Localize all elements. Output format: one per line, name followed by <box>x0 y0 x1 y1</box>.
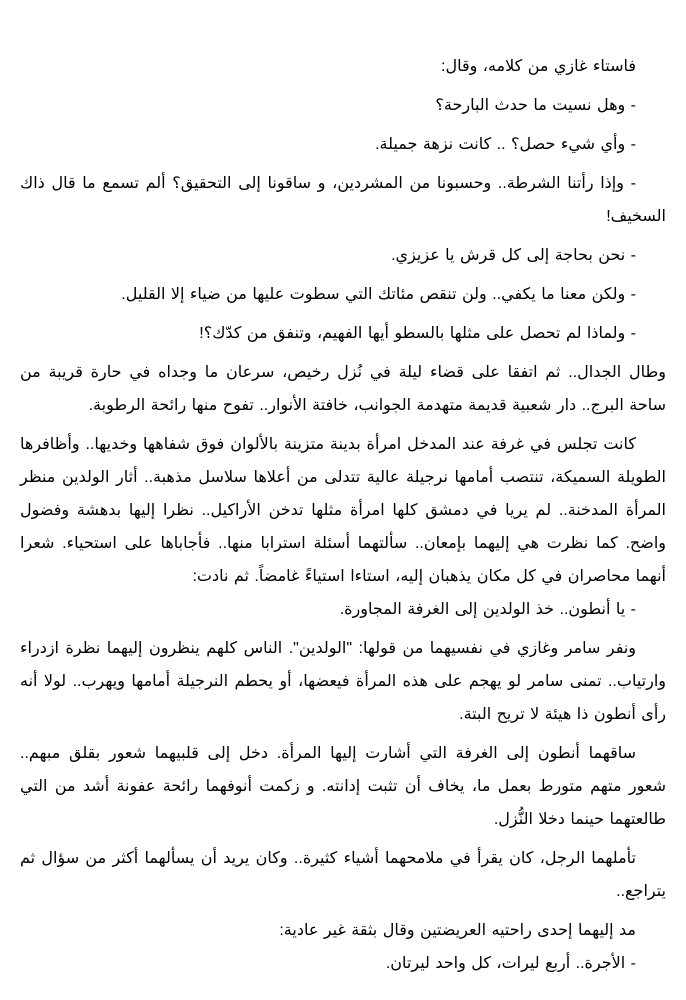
paragraph-11: ونفر سامر وغازي في نفسيهما من قولها: "الولدين". الناس كلهم ينظرون إليهما نظرة ازدراء وارتياب.. تمنى سامر لو يهجم على هذه المرأة فيعضها، أو يحطم النرجيلة أمامها ويهرب.. لولا أنه رأى أنطون ذا هيئة لا تريح البتة. <box>20 640 666 723</box>
paragraph-3: - وأي شيء حصل؟ .. كانت نزهة جميلة. <box>375 136 636 153</box>
paragraph-2: - وهل نسيت ما حدث البارحة؟ <box>435 97 636 114</box>
paragraph-7: - ولماذا لم تحصل على مثلها بالسطو أيها الفهيم، وتنفق من كدّك؟! <box>199 325 636 342</box>
paragraph-8: وطال الجدال.. ثم اتفقا على قضاء ليلة في نُزل رخيص، سرعان ما وجداه في حارة قريبة من ساحة البرج.. دار شعبية قديمة متهدمة الجوانب، خافتة الأنوار.. تفوح منها رائحة الرطوبة. <box>20 364 666 414</box>
paragraph-5: - نحن بحاجة إلى كل قرش يا عزيزي. <box>391 247 636 264</box>
paragraph-13: تأملهما الرجل، كان يقرأ في ملامحهما أشياء كثيرة.. وكان يريد أن يسألهما أكثر من سؤال ثم يتراجع.. <box>20 850 666 900</box>
paragraph-15: - الأجرة.. أربع ليرات، كل واحد ليرتان. <box>385 955 636 972</box>
paragraph-12: ساقهما أنطون إلى الغرفة التي أشارت إليها المرأة. دخل إلى قلبيهما شعور بقلق مبهم.. شعور متهم متورط بعمل ما، يخاف أن تثبت إدانته. و زكمت أنوفهما رائحة عفونة أشد من التي طالعتهما حينما دخلا النُّزل. <box>20 745 666 828</box>
paragraph-9: كانت تجلس في غرفة عند المدخل امرأة بدينة متزينة بالألوان فوق شفاهها وخديها.. وأظافرها الطويلة السميكة، تنتصب أمامها نرجيلة عالية تتدلى من أعلاها سلاسل مذهبة.. أثار الولدين منظر المرأة المدخنة.. لم يريا في دمشق كلها امرأة مثلها تدخن الأراكيل.. نظرا إليها بدهشة وفضول واضح. كما نظرت هي إليهما بإمعان.. سألتهما أسئلة استرابا منها.. فأجاباها على استحياء. شعرا أنهما محاصران في كل مكان يذهبان إليه، استاءا استياءً غامضاً. ثم نادت: <box>20 436 666 585</box>
paragraph-6: - ولكن معنا ما يكفي.. ولن تنقص مئاتك التي سطوت عليها من ضياء إلا القليل. <box>121 286 636 303</box>
paragraph-14: مد إليهما إحدى راحتيه العريضتين وقال بثقة غير عادية: <box>279 922 636 939</box>
paragraph-4: - وإذا رأتنا الشرطة.. وحسبونا من المشردين، و ساقونا إلى التحقيق؟ ألم تسمع ما قال ذاك السخيف! <box>20 175 666 225</box>
paragraph-1: فاستاء غازي من كلامه، وقال: <box>441 58 636 75</box>
paragraph-10: - يا أنطون.. خذ الولدين إلى الغرفة المجاورة. <box>339 601 636 618</box>
